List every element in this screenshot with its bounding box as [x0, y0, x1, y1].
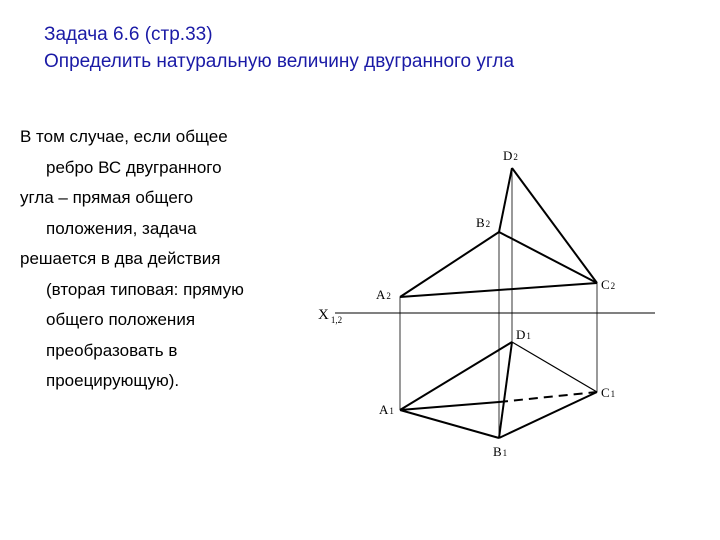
explanation-line: проецирующую). [46, 371, 180, 390]
frontal-projection [400, 168, 597, 297]
edge-a1-c1-hidden [499, 392, 597, 402]
explanation-line: положения, задача [46, 218, 197, 238]
label-b1: B1 [493, 444, 508, 459]
label-c1: C1 [601, 385, 616, 400]
edge-a2-b2 [400, 232, 499, 297]
explanation-line: ребро ВС двугранного [46, 157, 222, 177]
edge-d1-c1 [512, 342, 597, 392]
explanation-line: (вторая типовая: прямую [46, 279, 244, 299]
label-a2: A2 [376, 287, 391, 302]
label-d2: D2 [503, 148, 518, 163]
edge-b2-d2 [499, 168, 512, 232]
edge-a1-b1 [400, 410, 499, 438]
explanation-line: В том случае, если общее [20, 127, 228, 146]
edge-a2-c2 [400, 283, 597, 297]
explanation-line: преобразовать в [46, 340, 178, 360]
edge-a1-c1-visible [400, 402, 499, 410]
label-a1: A1 [379, 402, 394, 417]
edge-a1-d1 [400, 342, 512, 410]
horizontal-projection [400, 342, 597, 438]
label-x12: X $_{1,2}$ [318, 307, 343, 325]
explanation-line: угла – прямая общего [20, 188, 194, 207]
edge-b1-c1 [499, 392, 597, 438]
task-title: Задача 6.6 (стр.33) [44, 24, 213, 45]
edge-d2-c2 [512, 168, 597, 283]
explanation-line: решается в два действия [20, 249, 221, 268]
task-statement: Определить натуральную величину двугранного угла [44, 51, 515, 72]
label-c2: C2 [601, 277, 616, 292]
label-d1: D1 [516, 327, 531, 342]
edge-b2-c2 [499, 232, 597, 283]
edge-d1-b1 [499, 342, 512, 438]
explanation-line: общего положения [46, 310, 196, 329]
label-b2: B2 [476, 215, 491, 230]
